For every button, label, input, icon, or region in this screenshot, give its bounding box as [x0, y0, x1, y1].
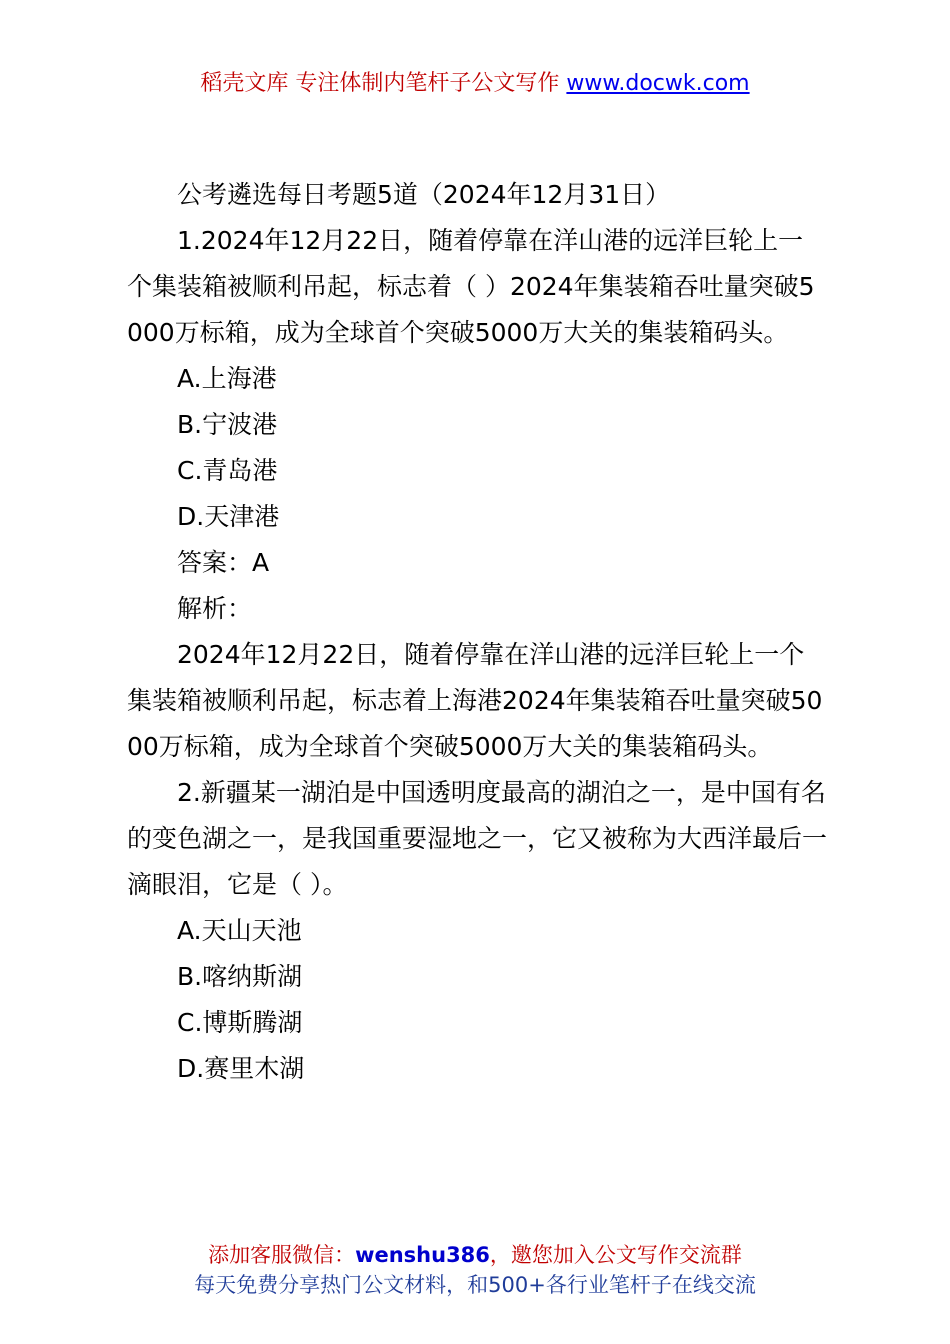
- footer-line-2: 每天免费分享热门公文材料，和500+各行业笔杆子在线交流: [194, 1273, 756, 1297]
- question-1-option-b: B.宁波港: [177, 410, 278, 439]
- question-1-answer: 答案：A: [177, 548, 270, 577]
- question-1-option-d: D.天津港: [177, 502, 280, 531]
- question-2-option-c: C.博斯腾湖: [177, 1008, 303, 1037]
- brand-text: 稻壳文库 专注体制内笔杆子公文写作: [200, 71, 560, 96]
- footer-wechat-prefix: 添加客服微信：: [208, 1243, 356, 1267]
- question-1-option-a: A.上海港: [177, 364, 277, 393]
- question-1-option-c: C.青岛港: [177, 456, 278, 485]
- question-2-option-d: D.赛里木湖: [177, 1054, 305, 1083]
- page-footer: [0, 1240, 950, 1300]
- page-header: [0, 68, 950, 100]
- question-1-text: 1.2024年12月22日，随着停靠在洋山港的远洋巨轮上一个集装箱被顺利吊起，标志着（ ）2024年集装箱吞吐量突破5000万标箱，成为全球首个突破5000万大关的集装箱码头。: [127, 226, 815, 347]
- site-link[interactable]: www.docwk.com: [566, 71, 750, 96]
- question-1-analysis-label: 解析：: [177, 594, 253, 623]
- question-2-option-b: B.喀纳斯湖: [177, 962, 303, 991]
- question-1-analysis: 2024年12月22日，随着停靠在洋山港的远洋巨轮上一个集装箱被顺利吊起，标志着上海港2024年集装箱吞吐量突破5000万标箱，成为全球首个突破5000万大关的集装箱码头。: [127, 640, 823, 761]
- footer-wechat-id: wenshu386: [355, 1243, 490, 1267]
- question-2-option-a: A.天山天池: [177, 916, 302, 945]
- document-body: [127, 172, 827, 1092]
- document-title: 公考遴选每日考题5道（2024年12月31日）: [177, 180, 671, 209]
- footer-line-1: [0, 1240, 950, 1270]
- question-2-text: 2.新疆某一湖泊是中国透明度最高的湖泊之一，是中国有名的变色湖之一，是我国重要湿地之一，它又被称为大西洋最后一滴眼泪，它是（ ）。: [127, 778, 828, 899]
- footer-wechat-suffix: ，邀您加入公文写作交流群: [489, 1243, 742, 1267]
